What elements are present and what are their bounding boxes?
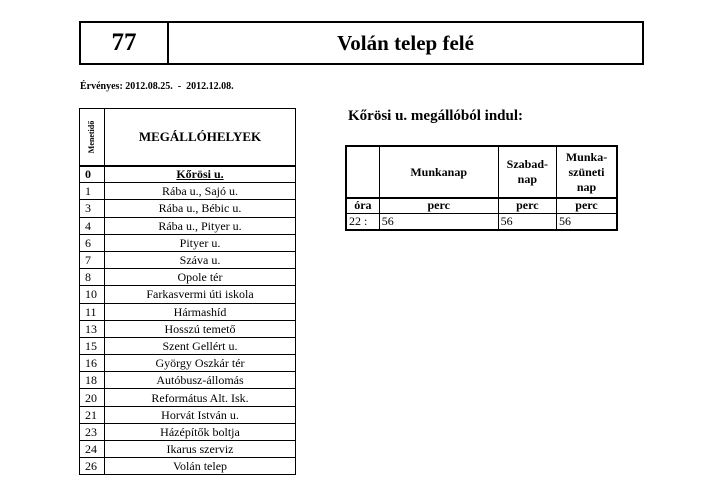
- stop-travel-time: 15: [80, 337, 105, 354]
- stop-travel-time: 18: [80, 372, 105, 389]
- stop-travel-time: 4: [80, 217, 105, 234]
- stop-travel-time: 21: [80, 406, 105, 423]
- stop-row: [80, 200, 296, 217]
- stop-travel-time: 6: [80, 234, 105, 251]
- stop-travel-time: 11: [80, 303, 105, 320]
- stop-name: Hármashíd: [105, 303, 296, 320]
- route-header: [79, 21, 644, 65]
- stop-name: Hosszú temető: [105, 320, 296, 337]
- stop-row: [80, 423, 296, 440]
- stop-travel-time: 1: [80, 183, 105, 200]
- stop-row: [80, 166, 296, 183]
- stop-name: Szent Gellért u.: [105, 337, 296, 354]
- stop-name: Házépítők boltja: [105, 423, 296, 440]
- stop-name: Horvát István u.: [105, 406, 296, 423]
- holiday-header: Munka- szüneti nap: [557, 146, 617, 198]
- stop-name: Farkasvermi úti iskola: [105, 286, 296, 303]
- stop-travel-time: 0: [80, 166, 105, 183]
- route-number: 77: [81, 23, 169, 63]
- stop-row: [80, 269, 296, 286]
- stop-name: Autóbusz-állomás: [105, 372, 296, 389]
- stops-table: [79, 108, 296, 475]
- stop-travel-time: 20: [80, 389, 105, 406]
- departure-weekday: 56: [379, 213, 498, 230]
- stop-travel-time: 13: [80, 320, 105, 337]
- route-direction: Volán telep felé: [337, 30, 474, 55]
- stops-body: [80, 166, 296, 475]
- stop-name: Ikarus szerviz: [105, 441, 296, 458]
- stop-row: [80, 441, 296, 458]
- stop-name: Rába u., Pityer u.: [105, 217, 296, 234]
- stop-row: [80, 320, 296, 337]
- stop-travel-time: 23: [80, 423, 105, 440]
- holiday-unit: perc: [557, 198, 617, 213]
- stop-row: [80, 303, 296, 320]
- stop-row: [80, 183, 296, 200]
- stop-row: [80, 458, 296, 475]
- weekday-header: Munkanap: [379, 146, 498, 198]
- departure-holiday: 56: [557, 213, 617, 230]
- validity-period: Érvényes: 2012.08.25. - 2012.12.08.: [80, 81, 234, 92]
- stop-row: [80, 234, 296, 251]
- stop-row: [80, 286, 296, 303]
- timetable-row: [346, 213, 617, 230]
- stop-row: [80, 337, 296, 354]
- saturday-header: Szabad- nap: [498, 146, 556, 198]
- stop-name: Kőrösi u.: [105, 166, 296, 183]
- timetable: [345, 145, 618, 231]
- stop-row: [80, 372, 296, 389]
- stop-name: Száva u.: [105, 251, 296, 268]
- hour-unit: óra: [346, 198, 379, 213]
- stop-name: Volán telep: [105, 458, 296, 475]
- stop-travel-time: 16: [80, 355, 105, 372]
- stop-travel-time: 10: [80, 286, 105, 303]
- stop-travel-time: 8: [80, 269, 105, 286]
- departure-title: Kőrösi u. megállóból indul:: [348, 108, 524, 124]
- stop-name: György Oszkár tér: [105, 355, 296, 372]
- stop-name: Pityer u.: [105, 234, 296, 251]
- departure-saturday: 56: [498, 213, 556, 230]
- departure-hour: 22 :: [346, 213, 379, 230]
- stop-row: [80, 389, 296, 406]
- stop-travel-time: 7: [80, 251, 105, 268]
- stop-travel-time: 24: [80, 441, 105, 458]
- stop-name: Opole tér: [105, 269, 296, 286]
- stop-name: Rába u., Bébic u.: [105, 200, 296, 217]
- stop-name: Rába u., Sajó u.: [105, 183, 296, 200]
- stop-travel-time: 3: [80, 200, 105, 217]
- stops-header: MEGÁLLÓHELYEK: [105, 109, 296, 166]
- hour-column-header: [346, 146, 379, 198]
- stop-row: [80, 217, 296, 234]
- stop-row: [80, 251, 296, 268]
- travel-time-header: Menetidő: [80, 109, 105, 166]
- stop-name: Református Alt. Isk.: [105, 389, 296, 406]
- stop-row: [80, 355, 296, 372]
- stop-row: [80, 406, 296, 423]
- weekday-unit: perc: [379, 198, 498, 213]
- stop-travel-time: 26: [80, 458, 105, 475]
- saturday-unit: perc: [498, 198, 556, 213]
